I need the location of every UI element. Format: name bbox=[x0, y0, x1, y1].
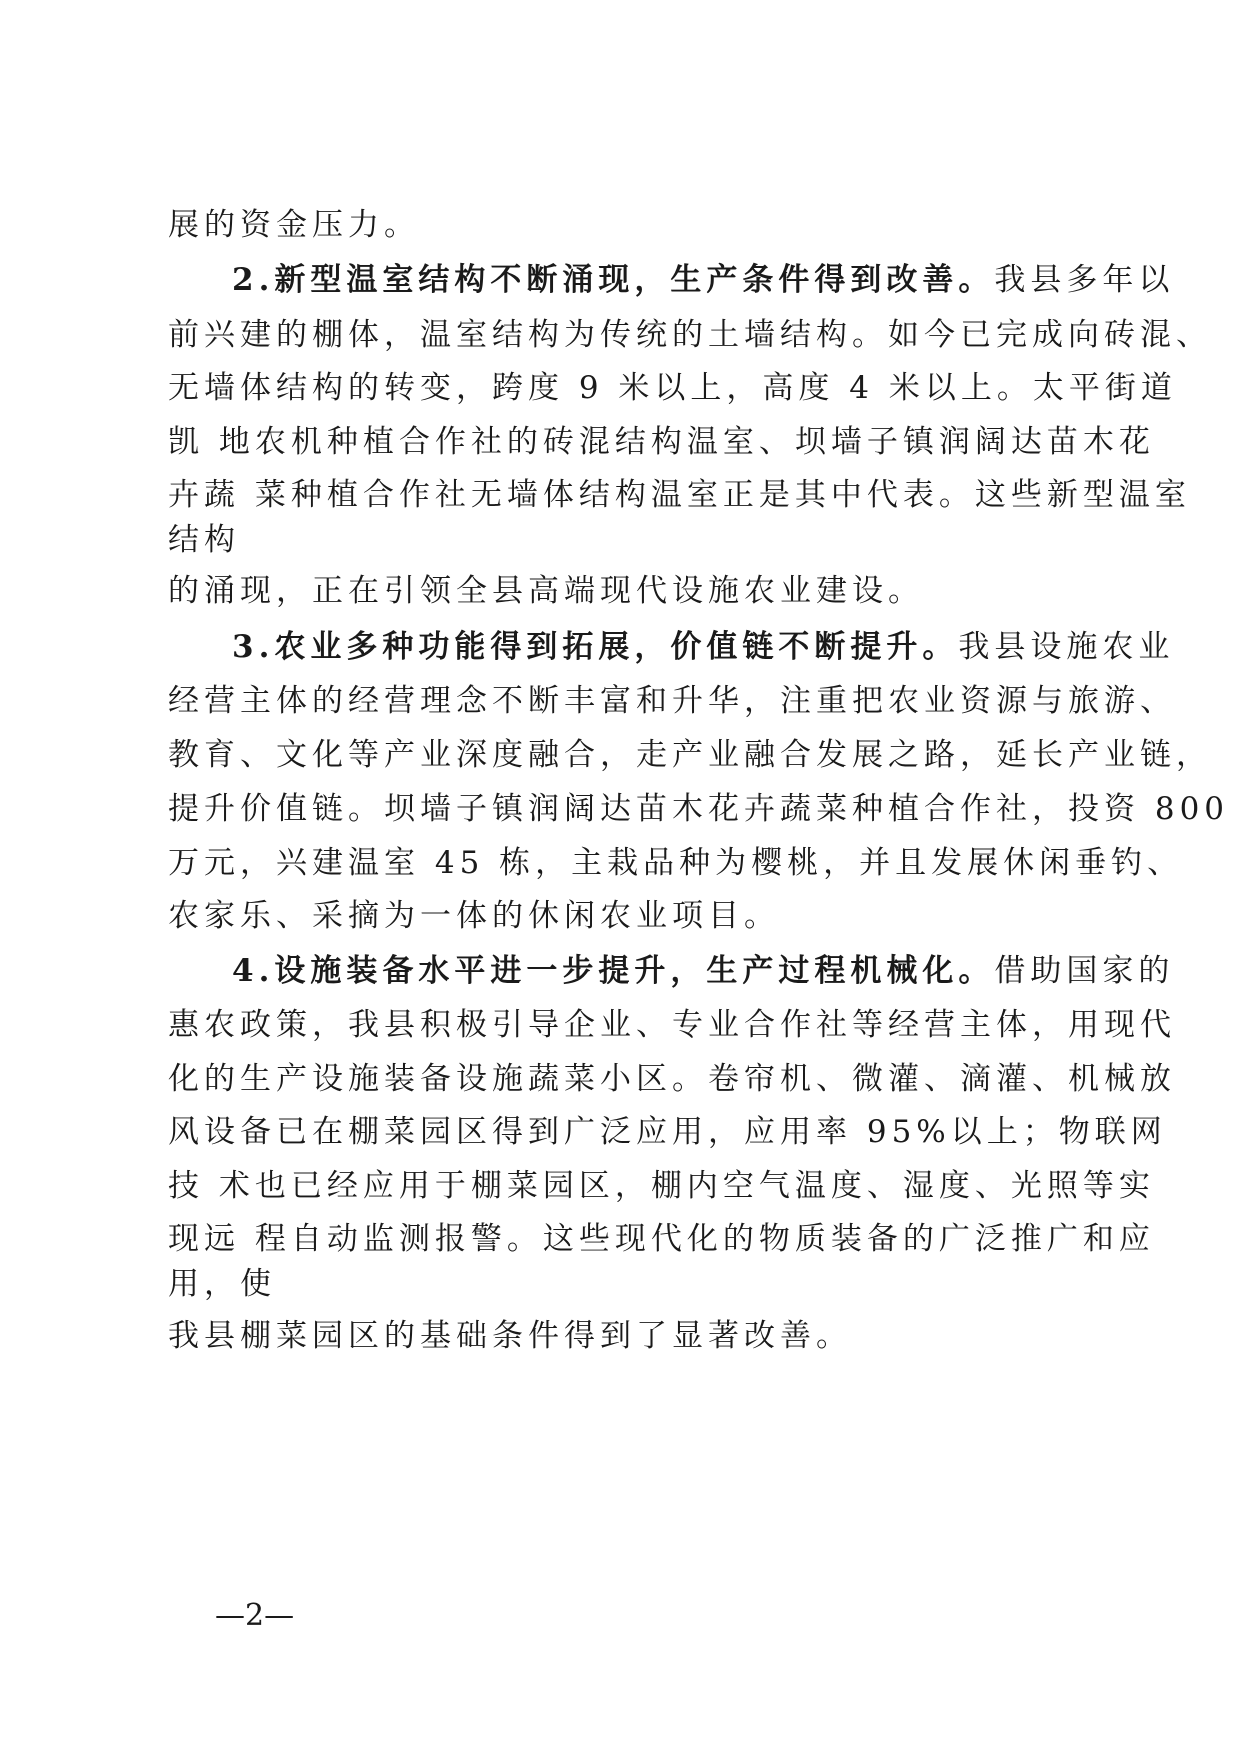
section-heading-line bbox=[232, 951, 1174, 991]
body-line bbox=[168, 1166, 1155, 1206]
body-line bbox=[168, 422, 1155, 462]
body-line bbox=[168, 735, 1212, 775]
body-line bbox=[168, 789, 1229, 829]
section-heading: 3.农业多种功能得到拓展，价值链不断提升。 bbox=[232, 629, 959, 665]
line-text: 现远 程自动监测报警。这些现代化的物质装备的广泛推广和应 bbox=[168, 1221, 1155, 1257]
body-line bbox=[168, 1264, 276, 1304]
line-text: 风设备已在棚菜园区得到广泛应用，应用率 95%以上；物联网 bbox=[168, 1114, 1167, 1150]
line-text: 凯 地农机种植合作社的砖混结构温室、坝墙子镇润阔达苗木花 bbox=[168, 424, 1155, 460]
section-heading-line bbox=[232, 260, 1174, 300]
line-text: 卉蔬 菜种植合作社无墙体结构温室正是其中代表。这些新型温室 bbox=[168, 477, 1191, 513]
line-text: 前兴建的棚体，温室结构为传统的土墙结构。如今已完成向砖混、 bbox=[168, 317, 1212, 353]
body-line bbox=[168, 205, 420, 245]
line-text: 我县棚菜园区的基础条件得到了显著改善。 bbox=[168, 1318, 852, 1354]
line-text: 经营主体的经营理念不断丰富和升华，注重把农业资源与旅游、 bbox=[168, 683, 1176, 719]
body-line bbox=[168, 896, 780, 936]
line-text: 用，使 bbox=[168, 1266, 276, 1302]
section-heading-line bbox=[232, 627, 1174, 667]
body-line bbox=[168, 1005, 1176, 1045]
line-text: 借助国家的 bbox=[994, 953, 1175, 989]
line-text: 教育、文化等产业深度融合，走产业融合发展之路，延长产业链， bbox=[168, 737, 1212, 773]
line-text: 化的生产设施装备设施蔬菜小区。卷帘机、微灌、滴灌、机械放 bbox=[168, 1061, 1176, 1097]
line-text: 无墙体结构的转变，跨度 9 米以上，高度 4 米以上。太平街道 bbox=[168, 370, 1177, 406]
body-line bbox=[168, 475, 1191, 515]
page-number: —2— bbox=[215, 1598, 295, 1633]
line-text: 展的资金压力。 bbox=[168, 207, 420, 243]
line-text: 的涌现，正在引领全县高端现代设施农业建设。 bbox=[168, 573, 924, 609]
line-text: 提升价值链。坝墙子镇润阔达苗木花卉蔬菜种植合作社，投资 800 bbox=[168, 791, 1230, 827]
line-text: 结构 bbox=[168, 522, 240, 558]
body-line bbox=[168, 1219, 1155, 1259]
body-line bbox=[168, 520, 240, 560]
section-heading: 4.设施装备水平进一步提升，生产过程机械化。 bbox=[232, 953, 995, 989]
section-heading: 2.新型温室结构不断涌现，生产条件得到改善。 bbox=[232, 262, 995, 298]
body-line bbox=[168, 1316, 852, 1356]
line-text: 技 术也已经应用于棚菜园区，棚内空气温度、湿度、光照等实 bbox=[168, 1168, 1155, 1204]
line-text: 农家乐、采摘为一体的休闲农业项目。 bbox=[168, 898, 780, 934]
body-line bbox=[168, 368, 1177, 408]
body-line bbox=[168, 315, 1212, 355]
body-line bbox=[168, 571, 924, 611]
body-line bbox=[168, 681, 1176, 721]
line-text: 惠农政策，我县积极引导企业、专业合作社等经营主体，用现代 bbox=[168, 1007, 1176, 1043]
line-text: 万元，兴建温室 45 栋，主栽品种为樱桃，并且发展休闲垂钓、 bbox=[168, 845, 1184, 881]
body-line bbox=[168, 1059, 1176, 1099]
line-text: 我县多年以 bbox=[994, 262, 1175, 298]
body-line bbox=[168, 843, 1183, 883]
body-line bbox=[168, 1112, 1167, 1152]
line-text: 我县设施农业 bbox=[958, 629, 1175, 665]
